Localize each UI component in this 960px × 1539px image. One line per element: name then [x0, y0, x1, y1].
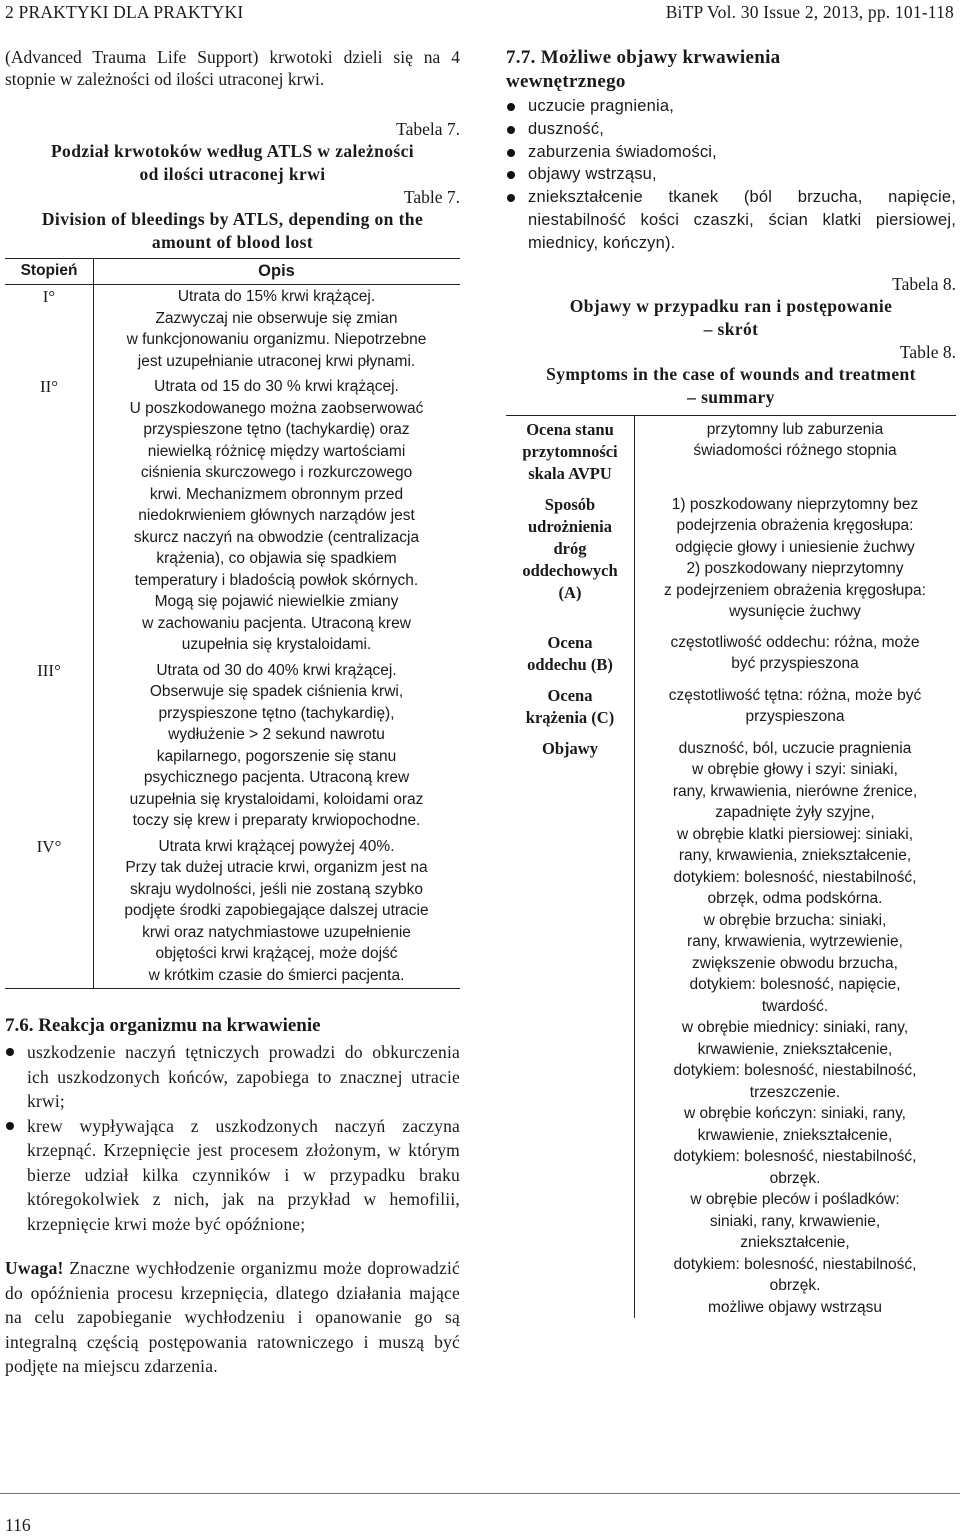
description-cell: Utrata od 15 do 30 % krwi krążącej. U poszkodowanego można zaobserwować przyspieszone tętno (tachykardię) oraz niewielką różnicę między wartościami ciśnienia skurczowego i rozkurczowego krwi. Mechanizmem obronnym przed niedokrwieniem głównych narządów jest skurcz naczyń na obwodzie (centralizacja krążenia), co objawia się spadkiem temperatury i bladością powłok skórnych. Mogą się pojawić niewielkie zmiany w zachowaniu pacjenta. Utraconą krew uzupełnia się krystaloidami.: [129, 378, 424, 653]
table8: [506, 419, 956, 1319]
row-value-cell: częstotliwość oddechu: różna, może być przyspieszona: [670, 633, 920, 673]
table7-header-desc: Opis: [258, 261, 295, 280]
list-item: uczucie pragnienia,: [506, 95, 956, 118]
table-row: [506, 685, 956, 729]
table-row: [5, 376, 460, 656]
table-row: [506, 419, 956, 485]
table7-title-en: Division of bleedings by ATLS, depending on the amount of blood lost: [41, 209, 424, 252]
right-column: [506, 46, 956, 1318]
running-header-left: 2 PRAKTYKI DLA PRAKTYKI: [5, 2, 244, 22]
section-7-7-heading: 7.7. Możliwe objawy krwawienia wewnętrznego: [506, 47, 781, 92]
row-value-cell: duszność, ból, uczucie pragnienia w obrębie głowy i szyi: siniaki, rany, krwawienia, nierówne źrenice, zapadnięte żyły szyjne, w obrębie klatki piersiowej: siniaki, rany, krwawienia, zniekształcenie, dotykiem: bolesność, niestabilność, obrzęk, odma podskórna. w obrębie brzucha: siniaki, rany, krwawienia, wytrzewienie, zwiększenie obwodu brzucha, dotykiem: bolesność, napięcie, twardość. w obrębie miednicy: siniaki, rany, krwawienie, zniekształcenie, dotykiem: bolesność, niestabilność, trzeszczenie. w obrębie kończyn: siniaki, rany, krwawienie, zniekształcenie, dotykiem: bolesność, niestabilność, obrzęk. w obrębie pleców i pośladków: siniaki, rany, krwawienie, zniekształcenie, dotykiem: bolesność, niestabilność, obrzęk. możliwe objawy wstrząsu: [672, 739, 918, 1316]
page-number: 116: [5, 1515, 31, 1535]
grade-cell: III°: [37, 660, 61, 680]
table7: [5, 258, 460, 990]
list-item: objawy wstrząsu,: [506, 163, 956, 186]
table7-label-en: Table 7.: [403, 187, 460, 207]
list-item: uszkodzenie naczyń tętniczych prowadzi do obkurczenia ich uszkodzonych końców, zapobiega to znacznej utracie krwi;: [5, 1040, 460, 1114]
table-row: [506, 494, 956, 623]
row-value-cell: 1) poszkodowany nieprzytomny bez podejrzenia obrażenia kręgosłupa: odgięcie głowy i uniesienie żuchwy 2) poszkodowany nieprzytomny z podejrzeniem obrażenia kręgosłupa: wysunięcie żuchwy: [664, 495, 926, 621]
section-7-6-heading: 7.6. Reakcja organizmu na krwawienie: [5, 1015, 321, 1036]
row-key-cell: Sposób udrożnienia dróg oddechowych (A): [522, 494, 618, 602]
grade-cell: IV°: [36, 836, 62, 856]
running-header-right: BiTP Vol. 30 Issue 2, 2013, pp. 101-118: [665, 2, 954, 22]
warning-paragraph: [5, 1256, 460, 1379]
footer-separator: [0, 1493, 960, 1494]
table7-header-row: [5, 258, 460, 284]
table7-label-pl: Tabela 7.: [396, 119, 460, 139]
row-key-cell: Ocena krążenia (C): [525, 685, 615, 727]
table8-label-pl: Tabela 8.: [892, 273, 956, 294]
left-column: [5, 46, 460, 1379]
list-item: duszność,: [506, 118, 956, 141]
table-row: [5, 660, 460, 832]
section-7-7-list: [506, 95, 956, 255]
table-row: [506, 632, 956, 676]
section-7-6-list: [5, 1040, 460, 1236]
grade-cell: II°: [39, 377, 59, 396]
table-row: [506, 738, 956, 1319]
row-key-cell: Objawy: [542, 738, 598, 758]
table7-header-grade: Stopień: [20, 262, 78, 279]
description-cell: Utrata od 30 do 40% krwi krążącej. Obserwuje się spadek ciśnienia krwi, przyspieszone tętno (tachykardię), wydłużenie > 2 sekund nawrotu kapilarnego, pogorszenie się stanu psychicznego pacjenta. Utraconą krew uzupełnia się krystaloidami, koloidami oraz toczy się krew i preparaty krwiopochodne.: [129, 661, 424, 829]
list-item: zniekształcenie tkanek (ból brzucha, napięcie, niestabilność kości czaszki, ścian klatki piersiowej, miednicy, kończyn).: [506, 186, 956, 254]
table-row: [5, 836, 460, 987]
row-key-cell: Ocena oddechu (B): [527, 632, 613, 674]
description-cell: Utrata do 15% krwi krążącej. Zazwyczaj nie obserwuje się zmian w funkcjonowaniu organizmu. Niepotrzebne jest uzupełnianie utraconej krwi płynami.: [126, 288, 427, 370]
warning-text: Znaczne wychłodzenie organizmu może doprowadzić do opóźnienia procesu krzepnięcia, dlatego działania mające na celu zapobieganie wychłodzeniu i opanowanie go są integralną częścią postępowania ratowniczego i muszą być podjęte na miejscu zdarzenia.: [5, 1258, 460, 1376]
row-value-cell: częstotliwość tętna: różna, może być przyspieszona: [668, 686, 922, 726]
description-cell: Utrata krwi krążącej powyżej 40%. Przy tak dużej utracie krwi, organizm jest na skraju wydolności, jeśli nie zostaną szybko podjęte środki zapobiegające dalszej utracie krwi oraz natychmiastowe uzupełnienie objętości krwi krążącej, może dojść w krótkim czasie do śmierci pacjenta.: [124, 837, 429, 984]
table8-label-en: Table 8.: [899, 341, 956, 362]
list-item: zaburzenia świadomości,: [506, 141, 956, 164]
row-value-cell: przytomny lub zaburzenia świadomości różnego stopnia: [693, 420, 897, 460]
warning-label: Uwaga!: [5, 1258, 64, 1278]
grade-cell: I°: [42, 287, 56, 306]
table-row: [5, 286, 460, 372]
row-key-cell: Ocena stanu przytomności skala AVPU: [522, 419, 618, 483]
intro-paragraph: (Advanced Trauma Life Support) krwotoki dzieli się na 4 stopnie w zależności od ilości utraconej krwi.: [5, 47, 460, 89]
table8-title-pl: Objawy w przypadku ran i postępowanie – skrót: [569, 295, 893, 339]
table8-title-en: Symptoms in the case of wounds and treatment – summary: [546, 363, 916, 407]
list-item: krew wypływająca z uszkodzonych naczyń zaczyna krzepnąć. Krzepnięcie jest procesem złożonym, w którym bierze udział kilka czynników i w przypadku braku któregokolwiek z nich, jak na przykład w hemofilii, krzepnięcie krwi może być opóźnione;: [5, 1114, 460, 1237]
table7-title-pl: Podział krwotoków według ATLS w zależności od ilości utraconej krwi: [50, 141, 415, 184]
